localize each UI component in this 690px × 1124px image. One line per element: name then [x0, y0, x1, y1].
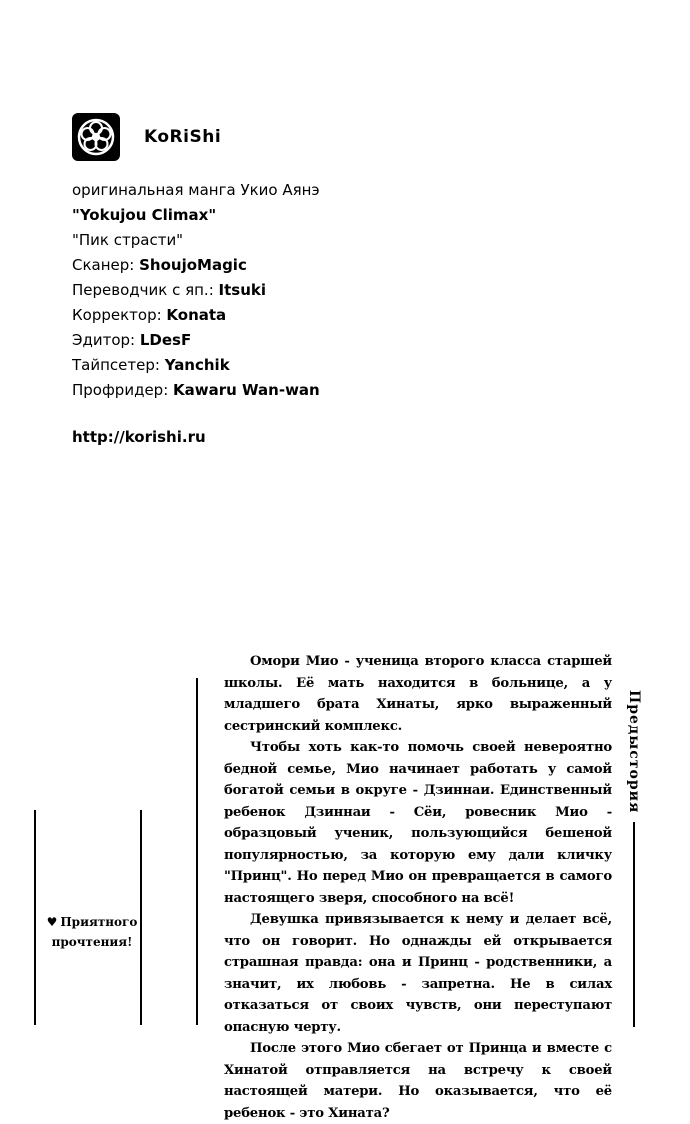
credit-line	[72, 203, 472, 228]
credit-label: Профридер:	[72, 381, 174, 399]
credit-line	[72, 178, 472, 203]
credit-value: Yanchik	[164, 356, 230, 374]
section-title: Предыстория	[626, 690, 642, 814]
story-paragraph: Омори Мио - ученица второго класса старшей школы. Её мать находится в больнице, а у младшего брата Хинаты, ярко выраженный сестринский комплекс.	[224, 654, 612, 734]
website-link[interactable]: http://korishi.ru	[72, 428, 206, 446]
flower-crest-icon	[72, 113, 120, 161]
credit-line	[72, 303, 472, 328]
credit-value: ShoujoMagic	[139, 256, 247, 274]
divider	[196, 678, 198, 1025]
brand-name: KoRiShi	[144, 127, 222, 147]
farewell-line	[44, 912, 140, 932]
heart-icon: ♥	[46, 915, 58, 929]
credit-line	[72, 228, 472, 253]
credit-value: Kawaru Wan-wan	[173, 381, 320, 399]
credits-list	[72, 178, 472, 403]
credit-label: Эдитор:	[72, 331, 140, 349]
divider	[633, 822, 635, 1027]
story-paragraph: После этого Мио сбегает от Принца и вместе с Хинатой отправляется на встречу к своей настоящей матери. Но оказывается, что её ребенок - это Хината?	[224, 1041, 612, 1121]
credit-line	[72, 328, 472, 353]
credit-label: Тайпсетер:	[72, 356, 165, 374]
credit-label: "Пик страсти"	[72, 231, 184, 249]
credit-line	[72, 378, 472, 403]
header	[72, 113, 221, 161]
credit-value: Itsuki	[218, 281, 267, 299]
credit-label: оригинальная манга Укио Аянэ	[72, 181, 320, 199]
divider	[34, 810, 36, 1025]
story-paragraph: Чтобы хоть как-то помочь своей невероятно бедной семье, Мио начинает работать у самой богатой семьи в округе - Дзиннаи. Единственный ребенок Дзиннаи - Сёи, ровесник Мио - образцовый ученик, пользующийся бешеной популярностью, за которую ему дали кличку "Принц". Но перед Мио он превращается в самого настоящего зверя, способного на всё!	[224, 740, 612, 906]
credit-line	[72, 278, 472, 303]
farewell-text: Приятного	[60, 915, 138, 929]
credit-value: Konata	[166, 306, 227, 324]
credit-line	[72, 253, 472, 278]
farewell-text: прочтения!	[51, 935, 133, 949]
credit-label: Переводчик с яп.:	[72, 281, 219, 299]
credit-value: "Yokujou Climax"	[72, 206, 217, 224]
credit-label: Сканер:	[72, 256, 140, 274]
credit-line	[72, 353, 472, 378]
story-text	[224, 651, 612, 1124]
credit-label: Корректор:	[72, 306, 167, 324]
credit-value: LDesF	[139, 331, 192, 349]
story-paragraph: Девушка привязывается к нему и делает всё, что он говорит. Но однажды ей открывается страшная правда: она и Принц - родственники, а значит, их любовь - запретна. Не в силах отказаться от своих чувств, они переступают опасную черту.	[224, 912, 612, 1035]
farewell-note	[44, 912, 140, 952]
divider	[140, 810, 142, 1025]
